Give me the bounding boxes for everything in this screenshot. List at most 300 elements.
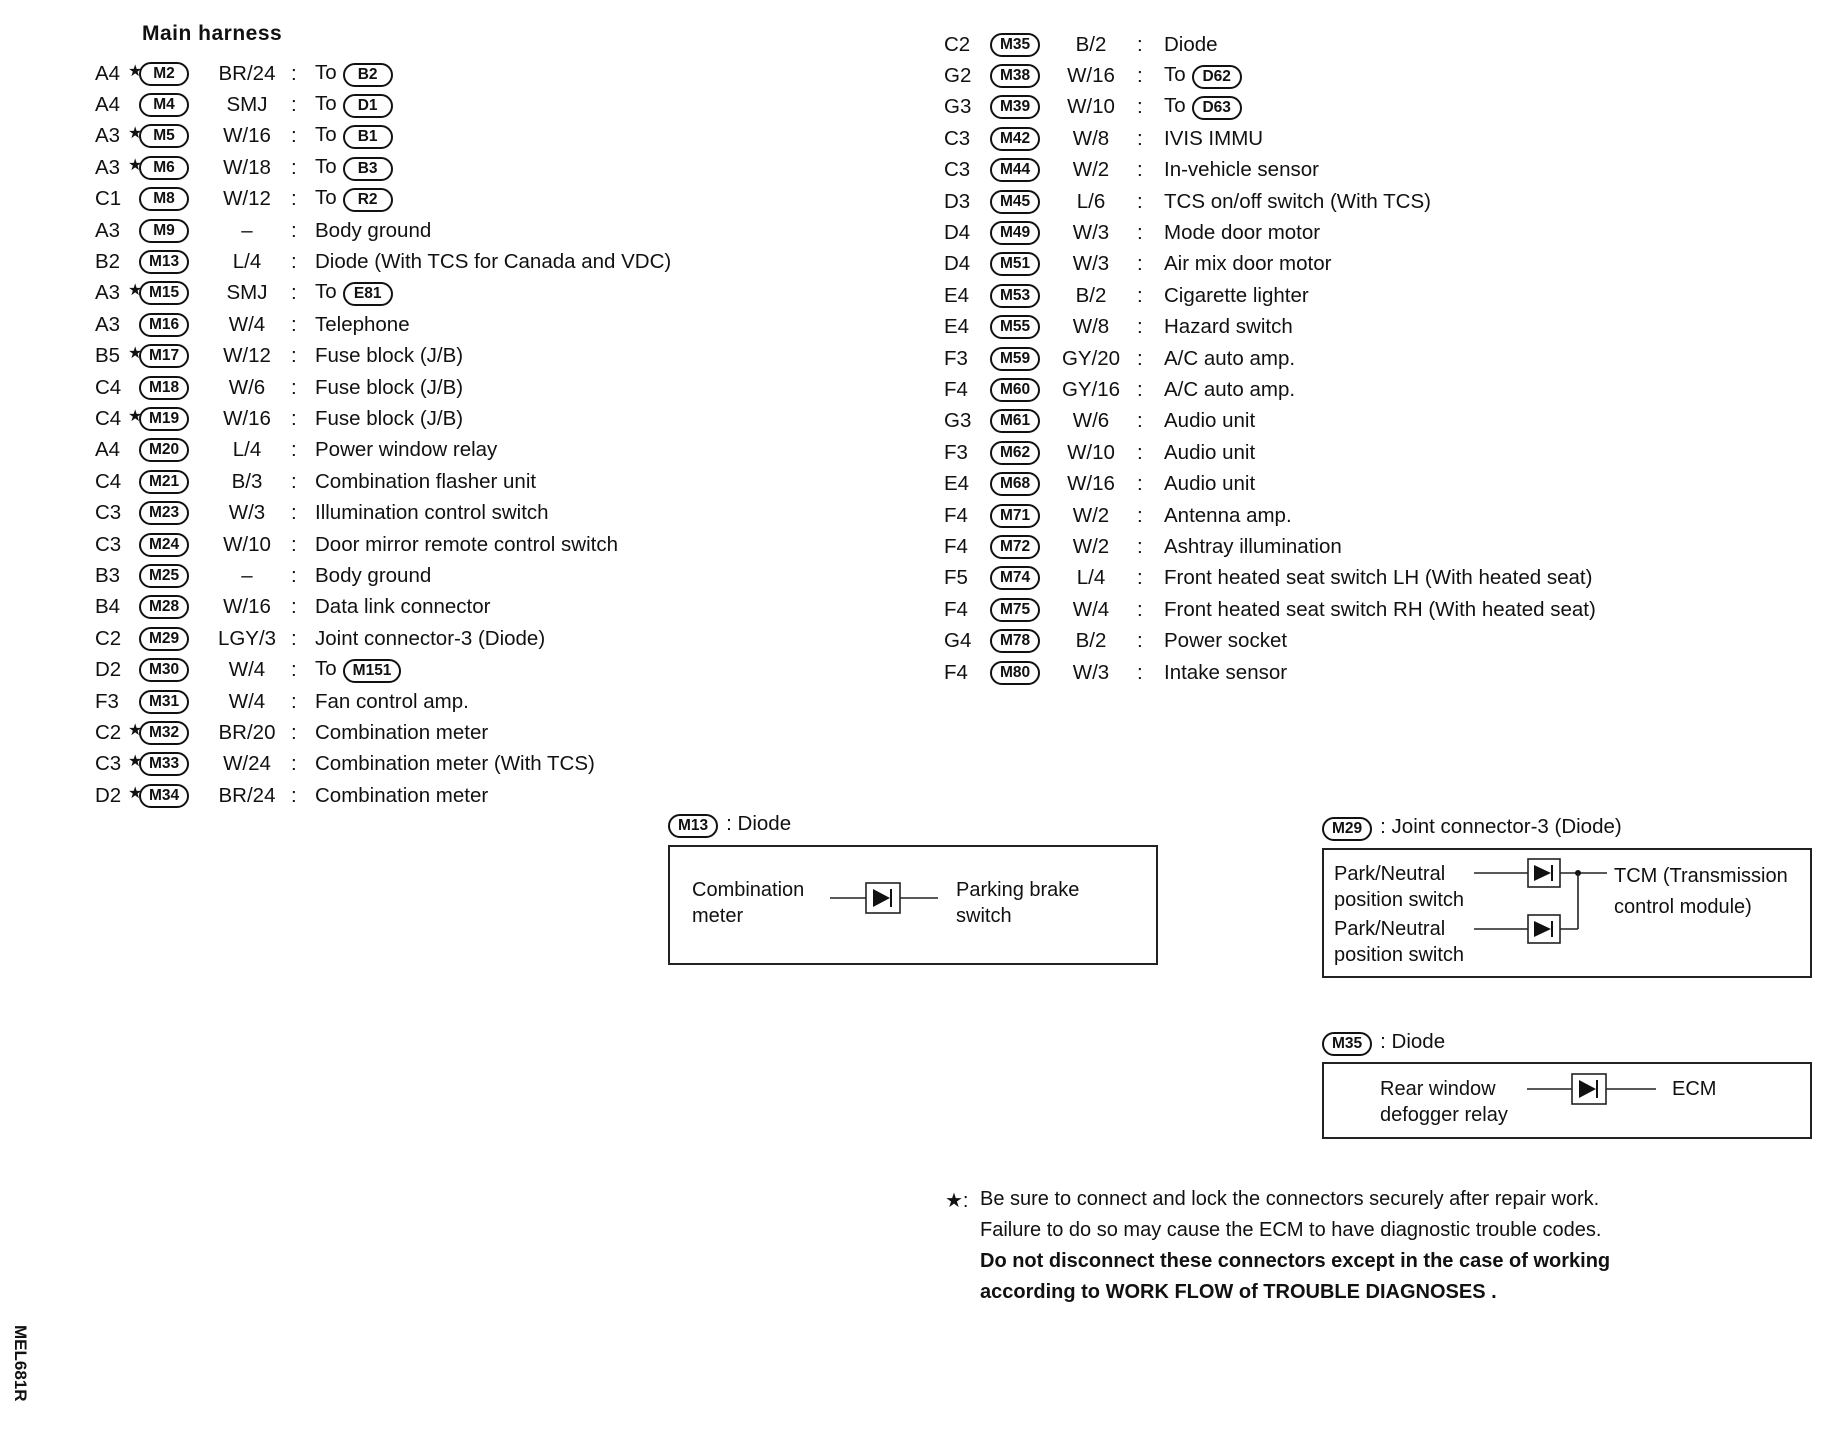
star-icon: ★ bbox=[128, 407, 143, 425]
colon-separator: : bbox=[291, 406, 297, 430]
wire-spec: W/6 bbox=[228, 375, 266, 399]
wire-spec: B/3 bbox=[231, 469, 263, 493]
location-code: F4 bbox=[944, 660, 968, 684]
connector-badge: M80 bbox=[990, 661, 1040, 685]
location-code: E4 bbox=[944, 315, 970, 339]
connector-description bbox=[315, 313, 410, 337]
m13-diode-symbol bbox=[670, 847, 1160, 967]
note-line-4: according to WORK FLOW of TROUBLE DIAGNOSES . bbox=[980, 1281, 1497, 1303]
connector-row bbox=[95, 592, 775, 623]
connector-description bbox=[1164, 535, 1342, 559]
description-text: TCS on/off switch (With TCS) bbox=[1164, 189, 1431, 213]
footnote bbox=[980, 1184, 1610, 1308]
figure-code: MEL681R bbox=[11, 1325, 30, 1402]
note-line-3: Do not disconnect these connectors except in the case of working bbox=[980, 1250, 1611, 1272]
description-text: To bbox=[1164, 94, 1186, 118]
location-code: A3 bbox=[95, 155, 121, 179]
description-text: Fuse block (J/B) bbox=[315, 406, 464, 430]
m29-connector-badge: M29 bbox=[1322, 817, 1372, 841]
connector-description bbox=[1164, 190, 1431, 214]
connector-description bbox=[315, 219, 431, 243]
connector-row bbox=[944, 374, 1814, 405]
connector-badge: M68 bbox=[990, 472, 1040, 496]
location-code: G4 bbox=[944, 629, 972, 653]
connector-row bbox=[95, 623, 775, 654]
target-connector-badge: D1 bbox=[343, 94, 393, 118]
note-line-1: Be sure to connect and lock the connectors securely after repair work. bbox=[980, 1188, 1600, 1210]
colon-separator: : bbox=[291, 469, 297, 493]
colon-separator: : bbox=[291, 61, 297, 85]
description-text: Telephone bbox=[315, 312, 410, 336]
description-text: To bbox=[315, 60, 337, 84]
connector-badge: M23 bbox=[139, 501, 189, 525]
colon-separator: : bbox=[1137, 440, 1143, 464]
location-code: G3 bbox=[944, 95, 972, 119]
connector-row bbox=[944, 29, 1814, 60]
connector-badge: M13 bbox=[139, 250, 189, 274]
connector-row bbox=[944, 657, 1814, 688]
connector-badge: M74 bbox=[990, 566, 1040, 590]
m29-diode-symbols bbox=[1324, 850, 1814, 980]
wire-spec: L/4 bbox=[232, 250, 262, 274]
location-code: F4 bbox=[944, 534, 968, 558]
connector-description bbox=[1164, 94, 1242, 120]
location-code: C4 bbox=[95, 375, 122, 399]
location-code: G3 bbox=[944, 409, 972, 433]
description-text: To bbox=[315, 154, 337, 178]
connector-row bbox=[944, 280, 1814, 311]
location-code: C4 bbox=[95, 469, 122, 493]
connector-description bbox=[315, 61, 393, 87]
connector-badge: M4 bbox=[139, 93, 189, 117]
colon-separator: : bbox=[291, 563, 297, 587]
wire-spec: BR/24 bbox=[218, 783, 276, 807]
description-text: Combination meter (With TCS) bbox=[315, 752, 595, 776]
colon-separator: : bbox=[1137, 629, 1143, 653]
wire-spec: B/2 bbox=[1075, 32, 1107, 56]
colon-separator: : bbox=[1137, 503, 1143, 527]
connector-badge: M8 bbox=[139, 187, 189, 211]
connector-badge: M72 bbox=[990, 535, 1040, 559]
colon-separator: : bbox=[291, 281, 297, 305]
connector-badge: M5 bbox=[139, 124, 189, 148]
colon-separator: : bbox=[1137, 221, 1143, 245]
colon-separator: : bbox=[1137, 189, 1143, 213]
location-code: C3 bbox=[944, 126, 971, 150]
description-text: Diode bbox=[1164, 32, 1218, 56]
location-code: B4 bbox=[95, 595, 121, 619]
connector-description bbox=[315, 376, 463, 400]
connector-row bbox=[95, 184, 775, 215]
connector-row bbox=[95, 215, 775, 246]
connector-row bbox=[944, 625, 1814, 656]
location-code: A4 bbox=[95, 61, 121, 85]
connector-badge: M30 bbox=[139, 658, 189, 682]
location-code: E4 bbox=[944, 472, 970, 496]
m13-left-text: Combination meter bbox=[692, 879, 805, 927]
colon-separator: : bbox=[1137, 252, 1143, 276]
wire-spec: W/10 bbox=[223, 532, 271, 556]
connector-row bbox=[944, 312, 1814, 343]
location-code: D2 bbox=[95, 783, 122, 807]
location-code: F3 bbox=[95, 689, 119, 713]
colon-separator: : bbox=[1137, 534, 1143, 558]
connector-row bbox=[95, 403, 775, 434]
description-text: Intake sensor bbox=[1164, 660, 1288, 684]
location-code: C2 bbox=[944, 32, 971, 56]
wire-spec: W/6 bbox=[1072, 409, 1110, 433]
colon-separator: : bbox=[1137, 32, 1143, 56]
connector-description bbox=[1164, 284, 1309, 308]
right-connector-list bbox=[944, 29, 1814, 688]
connector-badge: M19 bbox=[139, 407, 189, 431]
description-text: To bbox=[315, 186, 337, 210]
connector-row bbox=[95, 121, 775, 152]
connector-row bbox=[95, 278, 775, 309]
target-connector-badge: D63 bbox=[1192, 96, 1242, 120]
connector-description bbox=[1164, 409, 1255, 433]
connector-description bbox=[1164, 127, 1263, 151]
colon-separator: : bbox=[291, 155, 297, 179]
colon-separator: : bbox=[291, 752, 297, 776]
m35-left-text: Rear window defogger relay bbox=[1380, 1078, 1508, 1126]
description-text: Diode (With TCS for Canada and VDC) bbox=[315, 250, 672, 274]
connector-description bbox=[315, 784, 488, 808]
description-text: A/C auto amp. bbox=[1164, 377, 1296, 401]
wire-spec: W/16 bbox=[223, 406, 271, 430]
wire-spec: SMJ bbox=[226, 281, 268, 305]
connector-description bbox=[1164, 221, 1320, 245]
connector-badge: M62 bbox=[990, 441, 1040, 465]
connector-badge: M16 bbox=[139, 313, 189, 337]
star-icon: ★ bbox=[128, 125, 143, 143]
connector-description bbox=[315, 627, 545, 651]
m13-connector-badge: M13 bbox=[668, 814, 718, 838]
description-text: Antenna amp. bbox=[1164, 503, 1292, 527]
connector-row bbox=[944, 92, 1814, 123]
location-code: C2 bbox=[95, 720, 122, 744]
connector-row bbox=[95, 686, 775, 717]
connector-description bbox=[1164, 598, 1596, 622]
location-code: C3 bbox=[944, 158, 971, 182]
m29-output-text: TCM (Transmission control module) bbox=[1614, 865, 1788, 918]
connector-description bbox=[315, 564, 431, 588]
colon-separator: : bbox=[1137, 126, 1143, 150]
connector-badge: M42 bbox=[990, 127, 1040, 151]
location-code: F3 bbox=[944, 440, 968, 464]
connector-row bbox=[95, 89, 775, 120]
colon-separator: : bbox=[1137, 566, 1143, 590]
description-text: Fuse block (J/B) bbox=[315, 344, 464, 368]
colon-separator: : bbox=[291, 501, 297, 525]
description-text: Audio unit bbox=[1164, 472, 1256, 496]
location-code: C3 bbox=[95, 532, 122, 556]
wire-spec: W/10 bbox=[1067, 95, 1115, 119]
location-code: F5 bbox=[944, 566, 968, 590]
location-code: D4 bbox=[944, 252, 971, 276]
connector-badge: M2 bbox=[139, 62, 189, 86]
connector-badge: M29 bbox=[139, 627, 189, 651]
wire-spec: W/4 bbox=[228, 689, 266, 713]
connector-description bbox=[315, 595, 490, 619]
colon-separator: : bbox=[1137, 64, 1143, 88]
connector-badge: M78 bbox=[990, 629, 1040, 653]
m35-diode-symbol bbox=[1324, 1064, 1814, 1141]
connector-row bbox=[95, 152, 775, 183]
connector-badge: M9 bbox=[139, 219, 189, 243]
wire-spec: W/3 bbox=[1072, 221, 1110, 245]
connector-row bbox=[95, 435, 775, 466]
location-code: B5 bbox=[95, 344, 121, 368]
description-text: Combination flasher unit bbox=[315, 469, 537, 493]
connector-description bbox=[1164, 378, 1295, 402]
location-code: F4 bbox=[944, 377, 968, 401]
connector-row bbox=[95, 341, 775, 372]
colon-separator: : bbox=[291, 250, 297, 274]
wire-spec: W/3 bbox=[1072, 252, 1110, 276]
colon-separator: : bbox=[1137, 409, 1143, 433]
m13-diagram-box bbox=[668, 845, 1158, 965]
description-text: Cigarette lighter bbox=[1164, 283, 1309, 307]
connector-badge: M18 bbox=[139, 376, 189, 400]
description-text: Power window relay bbox=[315, 438, 498, 462]
description-text: Ashtray illumination bbox=[1164, 534, 1342, 558]
note-marker: ★: bbox=[945, 1190, 969, 1212]
connector-row bbox=[95, 372, 775, 403]
star-icon: ★ bbox=[128, 345, 143, 363]
description-text: Body ground bbox=[315, 563, 432, 587]
description-text: Illumination control switch bbox=[315, 501, 549, 525]
colon-separator: : bbox=[1137, 472, 1143, 496]
connector-badge: M44 bbox=[990, 158, 1040, 182]
connector-row bbox=[95, 466, 775, 497]
description-text: Audio unit bbox=[1164, 409, 1256, 433]
connector-row bbox=[95, 529, 775, 560]
connector-row bbox=[95, 780, 775, 811]
connector-description bbox=[1164, 472, 1255, 496]
connector-description bbox=[315, 186, 393, 212]
connector-badge: M34 bbox=[139, 784, 189, 808]
location-code: C1 bbox=[95, 187, 122, 211]
star-icon: ★ bbox=[128, 784, 143, 802]
location-code: D3 bbox=[944, 189, 971, 213]
connector-description bbox=[315, 721, 488, 745]
target-connector-badge: B3 bbox=[343, 157, 393, 181]
connector-description bbox=[315, 280, 393, 306]
wire-spec: W/16 bbox=[1067, 472, 1115, 496]
connector-row bbox=[95, 654, 775, 685]
location-code: F4 bbox=[944, 503, 968, 527]
target-connector-badge: E81 bbox=[343, 282, 393, 306]
m29-diagram-box bbox=[1322, 848, 1812, 978]
connector-description bbox=[315, 533, 618, 557]
connector-badge: M15 bbox=[139, 281, 189, 305]
description-text: Hazard switch bbox=[1164, 315, 1293, 339]
wire-spec: W/16 bbox=[1067, 64, 1115, 88]
connector-badge: M38 bbox=[990, 64, 1040, 88]
location-code: C4 bbox=[95, 406, 122, 430]
colon-separator: : bbox=[291, 595, 297, 619]
connector-description bbox=[1164, 63, 1242, 89]
connector-row bbox=[944, 155, 1814, 186]
wire-spec: W/8 bbox=[1072, 126, 1110, 150]
location-code: A3 bbox=[95, 218, 121, 242]
connector-description bbox=[1164, 252, 1331, 276]
m13-right-text: Parking brake switch bbox=[956, 879, 1080, 927]
connector-badge: M17 bbox=[139, 344, 189, 368]
connector-row bbox=[95, 749, 775, 780]
harness-title: Main harness bbox=[142, 22, 283, 45]
target-connector-badge: B2 bbox=[343, 63, 393, 87]
note-line-2: Failure to do so may cause the ECM to have diagnostic trouble codes. bbox=[980, 1219, 1602, 1241]
m35-connector-badge: M35 bbox=[1322, 1032, 1372, 1056]
m29-diagram-title: : Joint connector-3 (Diode) bbox=[1380, 815, 1622, 838]
wire-spec: – bbox=[241, 218, 253, 242]
description-text: To bbox=[315, 123, 337, 147]
description-text: To bbox=[1164, 63, 1186, 87]
target-connector-badge: M151 bbox=[343, 659, 402, 683]
m29-input2-text: Park/Neutral position switch bbox=[1334, 918, 1465, 966]
description-text: To bbox=[315, 280, 337, 304]
description-text: A/C auto amp. bbox=[1164, 346, 1296, 370]
connector-badge: M24 bbox=[139, 533, 189, 557]
description-text: Data link connector bbox=[315, 595, 491, 619]
description-text: To bbox=[315, 657, 337, 681]
wire-spec: W/3 bbox=[228, 501, 266, 525]
connector-row bbox=[944, 217, 1814, 248]
wire-spec: W/4 bbox=[1072, 597, 1110, 621]
star-icon: ★ bbox=[128, 282, 143, 300]
connector-badge: M53 bbox=[990, 284, 1040, 308]
m29-input1-text: Park/Neutral position switch bbox=[1334, 863, 1465, 911]
connector-description bbox=[1164, 441, 1255, 465]
colon-separator: : bbox=[291, 783, 297, 807]
target-connector-badge: R2 bbox=[343, 188, 393, 212]
description-text: Power socket bbox=[1164, 629, 1288, 653]
wire-spec: L/4 bbox=[232, 438, 262, 462]
location-code: E4 bbox=[944, 283, 970, 307]
connector-row bbox=[95, 497, 775, 528]
wire-spec: W/2 bbox=[1072, 158, 1110, 182]
connector-description bbox=[1164, 504, 1292, 528]
description-text: Front heated seat switch RH (With heated seat) bbox=[1164, 597, 1596, 621]
connector-row bbox=[944, 123, 1814, 154]
connector-description bbox=[315, 752, 595, 776]
connector-description bbox=[315, 501, 549, 525]
wire-spec: – bbox=[241, 563, 253, 587]
connector-badge: M71 bbox=[990, 504, 1040, 528]
connector-row bbox=[944, 406, 1814, 437]
m35-diagram-title: : Diode bbox=[1380, 1030, 1446, 1053]
colon-separator: : bbox=[291, 720, 297, 744]
connector-description bbox=[1164, 629, 1287, 653]
connector-row bbox=[944, 500, 1814, 531]
connector-row bbox=[95, 246, 775, 277]
connector-badge: M39 bbox=[990, 95, 1040, 119]
connector-description bbox=[315, 690, 469, 714]
connector-badge: M51 bbox=[990, 252, 1040, 276]
wire-spec: GY/20 bbox=[1061, 346, 1121, 370]
connector-badge: M60 bbox=[990, 378, 1040, 402]
colon-separator: : bbox=[1137, 597, 1143, 621]
description-text: IVIS IMMU bbox=[1164, 126, 1264, 150]
location-code: A3 bbox=[95, 312, 121, 336]
star-icon: ★ bbox=[128, 62, 143, 80]
m13-diagram-label bbox=[668, 812, 791, 838]
colon-separator: : bbox=[291, 375, 297, 399]
wire-spec: W/2 bbox=[1072, 503, 1110, 527]
connector-badge: M59 bbox=[990, 347, 1040, 371]
connector-row bbox=[95, 717, 775, 748]
connector-badge: M32 bbox=[139, 721, 189, 745]
connector-badge: M20 bbox=[139, 438, 189, 462]
description-text: Body ground bbox=[315, 218, 432, 242]
wire-spec: W/8 bbox=[1072, 315, 1110, 339]
m35-diagram-label bbox=[1322, 1030, 1445, 1056]
colon-separator: : bbox=[1137, 346, 1143, 370]
location-code: C2 bbox=[95, 626, 122, 650]
connector-row bbox=[944, 437, 1814, 468]
colon-separator: : bbox=[1137, 95, 1143, 119]
wire-spec: LGY/3 bbox=[217, 626, 277, 650]
connector-row bbox=[95, 560, 775, 591]
m29-diagram-label bbox=[1322, 815, 1622, 841]
connector-description bbox=[315, 250, 671, 274]
connector-description bbox=[1164, 347, 1295, 371]
description-text: To bbox=[315, 92, 337, 116]
connector-row bbox=[95, 58, 775, 89]
description-text: Combination meter bbox=[315, 720, 489, 744]
description-text: Audio unit bbox=[1164, 440, 1256, 464]
wire-spec: BR/24 bbox=[218, 61, 276, 85]
connector-row bbox=[944, 468, 1814, 499]
connector-description bbox=[315, 92, 393, 118]
connector-description bbox=[315, 155, 393, 181]
colon-separator: : bbox=[1137, 315, 1143, 339]
colon-separator: : bbox=[291, 93, 297, 117]
star-icon: ★ bbox=[128, 156, 143, 174]
colon-separator: : bbox=[1137, 660, 1143, 684]
connector-badge: M45 bbox=[990, 190, 1040, 214]
colon-separator: : bbox=[291, 532, 297, 556]
left-connector-list bbox=[95, 58, 775, 811]
colon-separator: : bbox=[291, 312, 297, 336]
connector-row bbox=[944, 60, 1814, 91]
connector-description bbox=[315, 407, 463, 431]
connector-row bbox=[944, 249, 1814, 280]
description-text: Mode door motor bbox=[1164, 221, 1321, 245]
colon-separator: : bbox=[291, 124, 297, 148]
colon-separator: : bbox=[291, 626, 297, 650]
wire-spec: W/24 bbox=[223, 752, 271, 776]
colon-separator: : bbox=[1137, 377, 1143, 401]
connector-badge: M6 bbox=[139, 156, 189, 180]
colon-separator: : bbox=[291, 689, 297, 713]
colon-separator: : bbox=[1137, 158, 1143, 182]
connector-row bbox=[95, 309, 775, 340]
wire-spec: W/2 bbox=[1072, 534, 1110, 558]
connector-row bbox=[944, 186, 1814, 217]
colon-separator: : bbox=[1137, 283, 1143, 307]
location-code: B2 bbox=[95, 250, 121, 274]
connector-badge: M25 bbox=[139, 564, 189, 588]
description-text: Air mix door motor bbox=[1164, 252, 1332, 276]
connector-badge: M49 bbox=[990, 221, 1040, 245]
target-connector-badge: B1 bbox=[343, 125, 393, 149]
connector-description bbox=[1164, 315, 1293, 339]
connector-description bbox=[1164, 566, 1592, 590]
colon-separator: : bbox=[291, 658, 297, 682]
